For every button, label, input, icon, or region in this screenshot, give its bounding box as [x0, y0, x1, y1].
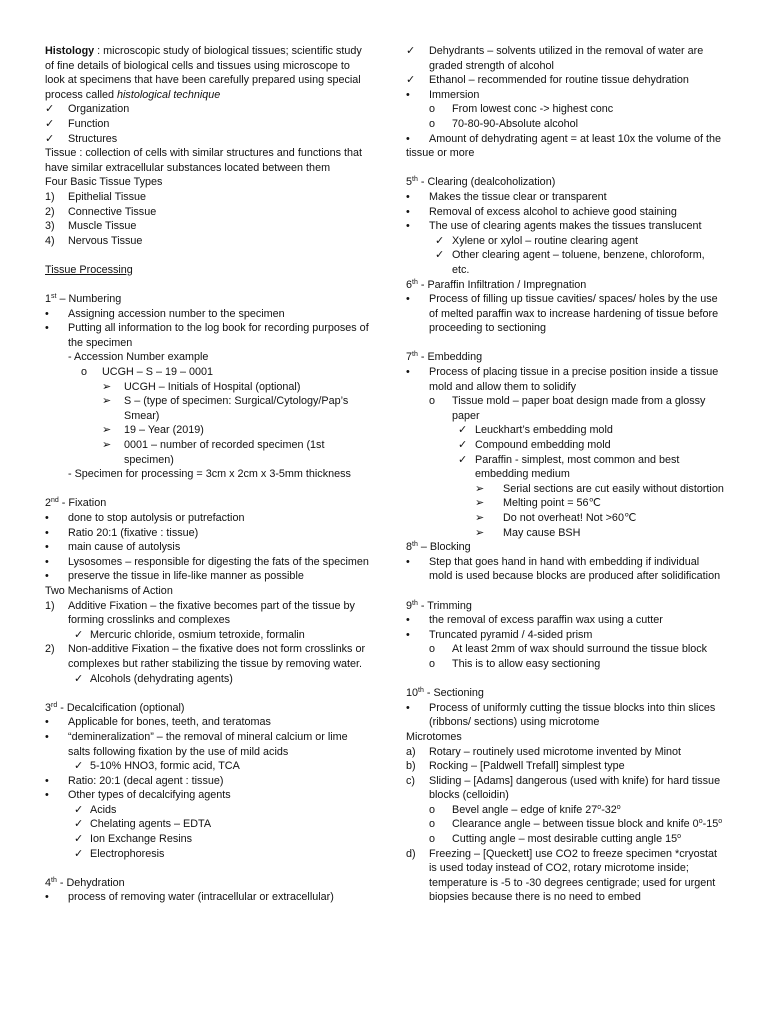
left-line: [45, 555, 370, 570]
left-line: [45, 511, 370, 526]
left-line: [45, 263, 370, 278]
list-marker: o: [429, 117, 436, 130]
line-text: Two Mechanisms of Action: [45, 584, 173, 597]
right-line: [406, 350, 724, 365]
left-line: [45, 701, 370, 716]
line-text: Chelating agents – EDTA: [90, 818, 212, 831]
list-marker: •: [406, 555, 410, 568]
left-line: [45, 540, 370, 555]
line-text: Ratio: 20:1 (decal agent : tissue): [68, 774, 224, 787]
line-text: Ratio 20:1 (fixative : tissue): [68, 526, 199, 539]
line-text: UCGH – Initials of Hospital (optional): [124, 380, 301, 393]
line-text: main cause of autolysis: [68, 541, 181, 554]
spacer: [406, 672, 724, 687]
list-marker: •: [406, 628, 410, 641]
line-text: Xylene or xylol – routine clearing agent: [452, 234, 639, 247]
list-marker: d): [406, 847, 416, 860]
list-marker: 3): [45, 220, 55, 233]
left-line: [45, 365, 370, 380]
list-marker: ➢: [475, 512, 485, 524]
left-line: [45, 205, 370, 220]
list-marker: ✓: [74, 760, 84, 773]
left-line: [45, 438, 370, 467]
right-line: [406, 365, 724, 394]
line-text: 1st – Numbering: [45, 293, 122, 306]
line-text: Process of placing tissue in a precise position inside a tissue mold and allow them to solidify: [429, 366, 719, 393]
line-text: Putting all information to the log book for recording purposes of the specimen: [68, 322, 369, 349]
list-marker: o: [429, 395, 436, 408]
left-line: [45, 672, 370, 687]
right-line: [406, 774, 724, 803]
line-text: Compound embedding mold: [475, 439, 611, 452]
list-marker: •: [45, 541, 49, 554]
line-text: 8th – Blocking: [406, 541, 471, 554]
right-line: [406, 423, 724, 438]
line-text: 6th - Paraffin Infiltration / Impregnation: [406, 278, 587, 291]
line-text: Sliding – [Adams] dangerous (used with knife) for hard tissue blocks (celloidin): [429, 774, 721, 802]
line-text: S – (type of specimen: Surgical/Cytology/Pap’s Smear): [124, 395, 349, 422]
line-text: Alcohols (dehydrating agents): [90, 672, 233, 685]
line-text: Connective Tissue: [68, 205, 157, 218]
left-line: [45, 190, 370, 205]
line-text: Immersion: [429, 88, 480, 101]
line-text: Organization: [68, 103, 130, 116]
spacer: [406, 336, 724, 351]
line-text: Tissue : collection of cells with similar structures and functions that have similar extracellular substances located between them: [45, 147, 363, 174]
list-marker: •: [45, 774, 49, 787]
right-line: [406, 817, 724, 832]
line-text: Tissue Processing: [45, 263, 133, 276]
line-text: Freezing – [Queckett] use CO2 to freeze specimen *cryostat is used today instead of CO2, rotary microtome inside; temperature is -5 to -30 degrees centigrade; used for urgent biopsies because there is no need to embed: [429, 847, 718, 904]
line-text: Structures: [68, 132, 118, 145]
right-line: [406, 394, 724, 423]
line-text: The use of clearing agents makes the tissues translucent: [429, 220, 702, 233]
right-line: [406, 234, 724, 249]
left-line: [45, 730, 370, 759]
right-line: [406, 555, 724, 584]
line-text: Removal of excess alcohol to achieve good staining: [429, 205, 677, 218]
left-line: [45, 599, 370, 628]
left-line: [45, 394, 370, 423]
line-text: preserve the tissue in life-like manner as possible: [68, 570, 304, 583]
right-line: [406, 190, 724, 205]
right-line: [406, 526, 724, 541]
line-text: Makes the tissue clear or transparent: [429, 190, 607, 203]
list-marker: ✓: [406, 74, 416, 87]
right-line: [406, 628, 724, 643]
line-text: 7th - Embedding: [406, 351, 483, 364]
line-text: Acids: [90, 803, 117, 816]
line-text: process of removing water (intracellular or extracellular): [68, 891, 334, 904]
spacer: [45, 686, 370, 701]
line-text: Step that goes hand in hand with embedding if individual mold is used because blocks are produced after solidification: [429, 555, 721, 583]
right-line: [406, 540, 724, 555]
left-line: [45, 350, 370, 365]
list-marker: ✓: [74, 803, 84, 816]
line-text: Bevel angle – edge of knife 27$^o$-32$^o$: [452, 803, 621, 816]
list-marker: o: [429, 803, 436, 816]
right-line: [406, 759, 724, 774]
list-marker: 1): [45, 599, 55, 612]
list-marker: ➢: [475, 526, 485, 539]
list-marker: •: [406, 614, 410, 627]
list-marker: •: [45, 730, 49, 743]
list-marker: •: [45, 307, 49, 320]
list-marker: •: [406, 88, 410, 101]
left-line: [45, 219, 370, 234]
spacer: [45, 482, 370, 497]
list-marker: o: [429, 657, 436, 670]
left-line: [45, 526, 370, 541]
list-marker: ✓: [74, 672, 84, 685]
line-text: Other types of decalcifying agents: [68, 789, 231, 802]
left-column: [45, 44, 370, 905]
left-line: [45, 234, 370, 249]
line-text: 19 – Year (2019): [124, 424, 204, 437]
list-marker: •: [406, 220, 410, 233]
left-line: [45, 715, 370, 730]
list-marker: ➢: [102, 395, 112, 408]
list-marker: •: [45, 789, 49, 802]
right-line: [406, 745, 724, 760]
right-line: [406, 44, 724, 73]
list-marker: ✓: [458, 453, 468, 466]
line-text: 4th - Dehydration: [45, 876, 125, 889]
left-line: [45, 496, 370, 511]
right-line: [406, 832, 724, 847]
line-text: Electrophoresis: [90, 847, 165, 860]
right-line: [406, 132, 724, 161]
list-marker: 1): [45, 190, 55, 203]
right-line: [406, 511, 724, 526]
right-line: [406, 117, 724, 132]
left-line: [45, 584, 370, 599]
line-text: Applicable for bones, teeth, and teratomas: [68, 716, 271, 729]
line-text: At least 2mm of wax should surround the tissue block: [452, 643, 708, 656]
right-line: [406, 102, 724, 117]
line-text: This is to allow easy sectioning: [452, 657, 601, 670]
right-line: [406, 686, 724, 701]
left-line: [45, 132, 370, 147]
line-text: Process of filling up tissue cavities/ spaces/ holes by the use of melted paraffin wax to increase hardening of tissue before proceeding to sectioning: [429, 293, 719, 335]
line-text: May cause BSH: [503, 526, 581, 539]
line-text: From lowest conc -> highest conc: [452, 103, 614, 116]
line-text: Lysosomes – responsible for digesting the fats of the specimen: [68, 555, 369, 568]
list-marker: •: [45, 555, 49, 568]
line-text: Clearance angle – between tissue block and knife 0$^o$-15$^o$: [452, 818, 723, 831]
list-marker: o: [429, 103, 436, 116]
left-line: [45, 803, 370, 818]
line-text: Do not overheat! Not >60℃: [503, 512, 637, 524]
list-marker: o: [81, 366, 88, 379]
right-line: [406, 803, 724, 818]
line-text: Mercuric chloride, osmium tetroxide, formalin: [90, 628, 305, 641]
right-line: [406, 701, 724, 730]
left-line: [45, 876, 370, 891]
list-marker: •: [45, 512, 49, 524]
line-text: Microtomes: [406, 730, 462, 743]
right-line: [406, 292, 724, 336]
line-text: Truncated pyramid / 4-sided prism: [429, 628, 593, 641]
left-line: [45, 847, 370, 862]
spacer: [406, 584, 724, 599]
line-text: Tissue mold – paper boat design made from a glossy paper: [452, 395, 706, 422]
list-marker: 4): [45, 234, 55, 247]
left-line: [45, 102, 370, 117]
line-text: Ethanol – recommended for routine tissue dehydration: [429, 74, 689, 87]
left-line: [45, 628, 370, 643]
line-text: Cutting angle – most desirable cutting angle 15$^o$: [452, 833, 681, 846]
list-marker: ✓: [406, 45, 416, 57]
list-marker: 2): [45, 205, 55, 218]
list-marker: ✓: [458, 439, 468, 452]
list-marker: ➢: [475, 482, 485, 495]
line-text: Assigning accession number to the specimen: [68, 307, 285, 320]
list-marker: •: [406, 205, 410, 218]
left-line: [45, 44, 370, 102]
list-marker: ✓: [45, 132, 55, 145]
list-marker: ➢: [475, 497, 485, 510]
line-text: 2nd - Fixation: [45, 497, 107, 510]
list-marker: ➢: [102, 380, 112, 393]
right-line: [406, 657, 724, 672]
line-text: the removal of excess paraffin wax using a cutter: [429, 614, 663, 627]
line-text: 3rd - Decalcification (optional): [45, 701, 185, 714]
right-line: [406, 847, 724, 905]
list-marker: a): [406, 745, 416, 758]
list-marker: ➢: [102, 439, 112, 452]
line-text: Four Basic Tissue Types: [45, 176, 163, 189]
list-marker: o: [429, 833, 436, 846]
list-marker: •: [406, 293, 410, 306]
left-line: [45, 788, 370, 803]
spacer: [45, 861, 370, 876]
list-marker: ✓: [74, 628, 84, 641]
list-marker: ➢: [102, 424, 112, 437]
line-text: “demineralization” – the removal of mineral calcium or lime salts following fixation by the use of mild acids: [68, 730, 348, 758]
list-marker: b): [406, 760, 416, 773]
list-marker: ✓: [458, 424, 468, 437]
right-line: [406, 642, 724, 657]
left-line: [45, 292, 370, 307]
right-line: [406, 175, 724, 190]
line-text: Paraffin - simplest, most common and best embedding medium: [475, 453, 680, 481]
line-text: 5th - Clearing (dealcoholization): [406, 176, 556, 189]
list-marker: ✓: [74, 818, 84, 831]
right-line: [406, 496, 724, 511]
list-marker: ✓: [74, 833, 84, 846]
left-line: [45, 146, 370, 175]
line-text: 10th - Sectioning: [406, 687, 484, 700]
right-column: [406, 44, 724, 905]
line-text: Ion Exchange Resins: [90, 833, 193, 846]
list-marker: •: [406, 132, 410, 145]
line-text: Nervous Tissue: [68, 234, 143, 247]
line-text: 0001 – number of recorded specimen (1st specimen): [124, 439, 325, 466]
list-marker: •: [406, 701, 410, 714]
right-line: [406, 438, 724, 453]
list-marker: •: [45, 570, 49, 583]
left-line: [45, 321, 370, 350]
list-marker: ✓: [45, 103, 55, 116]
line-text: - Specimen for processing = 3cm x 2cm x 3-5mm thickness: [68, 468, 351, 481]
list-marker: •: [45, 526, 49, 539]
left-line: [45, 423, 370, 438]
left-line: [45, 890, 370, 905]
right-line: [406, 219, 724, 234]
line-text: Amount of dehydrating agent = at least 10x the volume of the tissue or more: [406, 132, 722, 160]
right-line: [406, 278, 724, 293]
list-marker: •: [45, 322, 49, 335]
list-marker: o: [429, 818, 436, 831]
spacer: [45, 248, 370, 263]
left-line: [45, 642, 370, 671]
line-text: Dehydrants – solvents utilized in the removal of water are graded strength of alcohol: [429, 45, 704, 72]
left-line: [45, 569, 370, 584]
list-marker: ✓: [435, 249, 445, 262]
right-line: [406, 205, 724, 220]
list-marker: •: [406, 190, 410, 203]
right-line: [406, 730, 724, 745]
right-line: [406, 73, 724, 88]
left-line: [45, 832, 370, 847]
list-marker: ✓: [74, 847, 84, 860]
left-line: [45, 380, 370, 395]
line-text: Function: [68, 117, 110, 130]
spacer: [406, 161, 724, 176]
list-marker: 2): [45, 643, 55, 656]
right-line: [406, 88, 724, 103]
list-marker: ✓: [435, 234, 445, 247]
left-line: [45, 774, 370, 789]
line-text: Non-additive Fixation – the fixative does not form crosslinks or complexes but rather stabilizing the tissue by removing water.: [68, 643, 366, 670]
left-line: [45, 175, 370, 190]
line-text: Leuckhart’s embedding mold: [475, 424, 613, 437]
line-text: - Accession Number example: [68, 351, 209, 364]
line-text: 70-80-90-Absolute alcohol: [452, 117, 579, 130]
line-text: Muscle Tissue: [68, 220, 137, 233]
line-text: Process of uniformly cutting the tissue blocks into thin slices (ribbons/ sections) using microtome: [429, 701, 716, 729]
line-text: Rotary – routinely used microtome invented by Minot: [429, 745, 682, 758]
right-line: [406, 613, 724, 628]
left-line: [45, 117, 370, 132]
list-marker: •: [406, 366, 410, 379]
list-marker: •: [45, 891, 49, 904]
line-text: done to stop autolysis or putrefaction: [68, 512, 245, 524]
spacer: [45, 278, 370, 293]
line-text: Epithelial Tissue: [68, 190, 147, 203]
left-line: [45, 817, 370, 832]
line-text: Melting point = 56℃: [503, 497, 601, 510]
right-line: [406, 453, 724, 482]
right-line: [406, 599, 724, 614]
left-line: [45, 759, 370, 774]
list-marker: c): [406, 774, 415, 787]
line-text: Serial sections are cut easily without distortion: [503, 482, 724, 495]
line-text: Other clearing agent – toluene, benzene, chloroform, etc.: [452, 249, 705, 276]
right-line: [406, 248, 724, 277]
list-marker: •: [45, 716, 49, 729]
left-line: [45, 307, 370, 322]
list-marker: ✓: [45, 117, 55, 130]
left-line: [45, 467, 370, 482]
line-text: Rocking – [Paldwell Trefall] simplest type: [429, 760, 625, 773]
line-text: 9th - Trimming: [406, 599, 472, 612]
line-text: Histology : microscopic study of biological tissues; scientific study of fine details of biological cells and tissues using microscope to look at specimens that have been carefully prepared using special process called histological technique: [45, 45, 362, 101]
line-text: UCGH – S – 19 – 0001: [102, 366, 214, 379]
right-line: [406, 482, 724, 497]
list-marker: o: [429, 643, 436, 656]
line-text: 5-10% HNO3, formic acid, TCA: [90, 760, 240, 773]
line-text: Additive Fixation – the fixative becomes part of the tissue by forming crosslinks and complexes: [68, 599, 355, 627]
